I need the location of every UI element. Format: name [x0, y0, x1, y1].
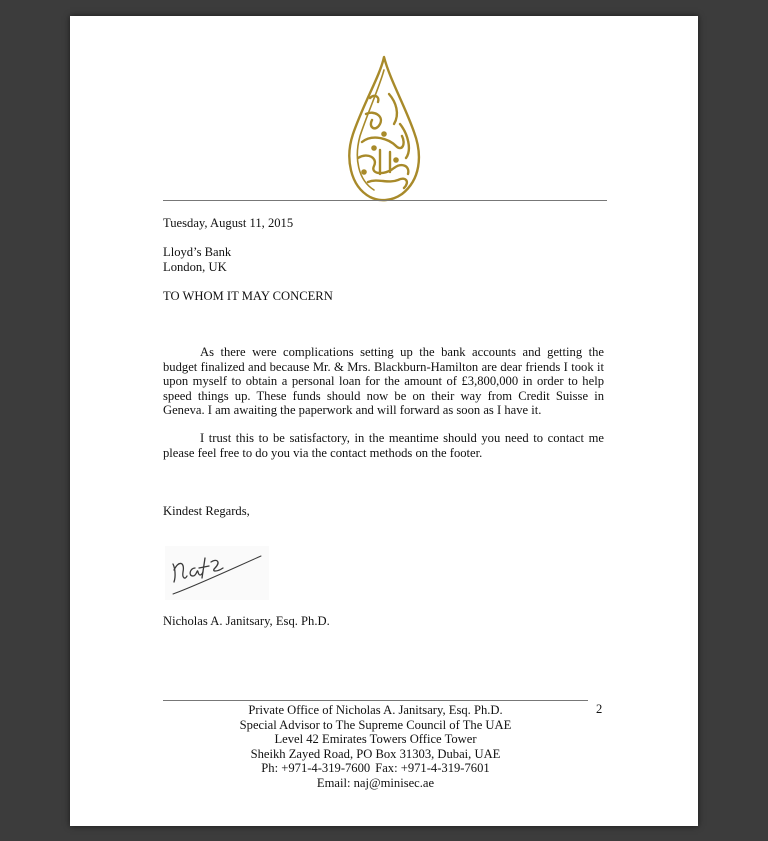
- body-paragraph-1: [163, 345, 604, 418]
- footer-fax: Fax: +971-4-319-7601: [375, 761, 490, 775]
- footer-address-2: Sheikh Zayed Road, PO Box 31303, Dubai, UAE: [250, 746, 501, 761]
- footer-address-1: Level 42 Emirates Towers Office Tower: [274, 732, 477, 746]
- footer-phone: Ph: +971-4-319-7600: [261, 761, 371, 775]
- body-paragraph-2-text: I trust this to be satisfactory, in the meantime should you need to contact me please feel free to do you via the contact methods on the footer.: [163, 431, 604, 460]
- handwritten-signature: [165, 546, 269, 600]
- closing: Kindest Regards,: [163, 504, 250, 518]
- footer-email: Email: naj@minisec.ae: [316, 775, 435, 790]
- footer-divider: [163, 700, 588, 701]
- calligraphy-teardrop-logo: [344, 54, 424, 202]
- letter-page: [70, 16, 698, 826]
- page-number: 2: [596, 702, 603, 716]
- body-paragraph-2: [163, 431, 604, 460]
- recipient-name: Lloyd’s Bank: [163, 245, 232, 259]
- salutation: TO WHOM IT MAY CONCERN: [163, 289, 333, 303]
- recipient-location: London, UK: [163, 260, 227, 274]
- letter-date: Tuesday, August 11, 2015: [163, 216, 294, 230]
- footer-title: Special Advisor to The Supreme Council of The UAE: [239, 717, 512, 732]
- header-divider: [163, 200, 607, 201]
- footer-office: Private Office of Nicholas A. Janitsary, Esq. Ph.D.: [248, 703, 503, 717]
- body-paragraph-1-text: As there were complications setting up the bank accounts and getting the budget finalized and because Mr. & Mrs. Blackburn-Hamilton are dear friends I took it upon myself to obtain a personal loan for the amount of £3,800,000 in order to help speed things up. These funds should now be on their way from Credit Suisse in Geneva. I am awaiting the paperwork and will forward as soon as I have it.: [163, 345, 604, 418]
- footer-contact-line: [163, 761, 588, 776]
- signer-name: Nicholas A. Janitsary, Esq. Ph.D.: [163, 614, 330, 628]
- letterhead-footer: [163, 703, 588, 790]
